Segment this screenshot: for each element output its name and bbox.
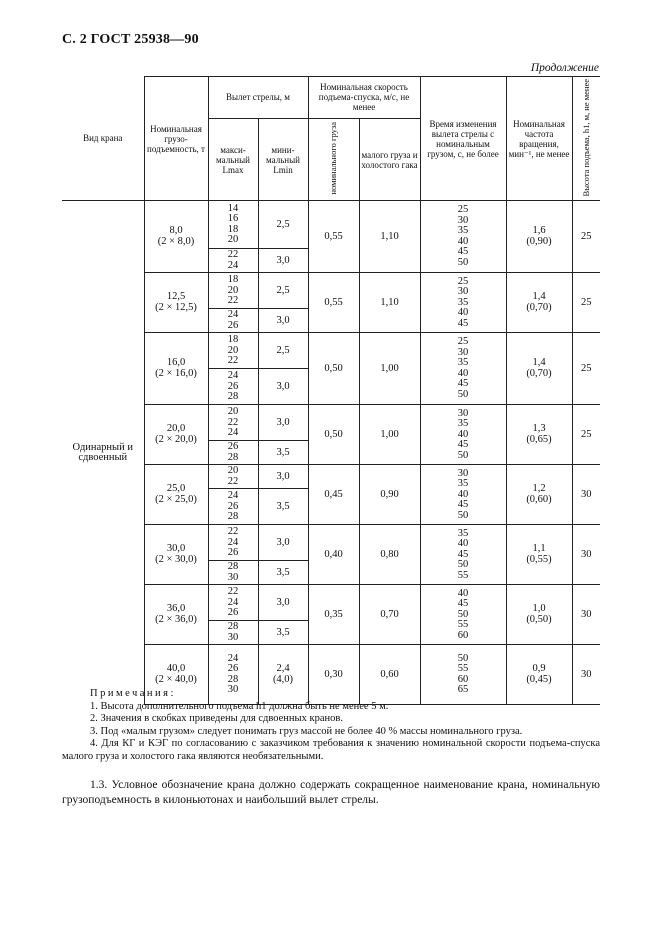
reach-max-cell: 14 16 18 20 <box>208 201 258 249</box>
capacity-value: 25,0 <box>166 483 186 495</box>
crane-type-cell: Одинарный и сдвоенный <box>62 201 144 705</box>
paragraph-1-3: 1.3. Условное обозначение крана должно содержать сокращенное наименование крана, номинальную грузоподъемность в килоньютонах и наибольший вылет стрелы. <box>62 779 600 806</box>
rotation-twin-value: (0,50) <box>526 613 552 625</box>
speed-nominal-cell: 0,50 <box>308 405 359 465</box>
speed-small-cell: 0,80 <box>359 525 420 585</box>
rotation-twin-value: (0,65) <box>526 433 552 445</box>
rotation-value: 0,9 <box>532 663 546 675</box>
note-item: 3. Под «малым грузом» следует понимать груз массой не более 40 % массы номинального груза. <box>90 725 523 737</box>
height-cell: 30 <box>572 525 600 585</box>
continuation-label: Продолжение <box>530 62 599 74</box>
capacity-twin-value: (2 × 36,0) <box>155 613 197 625</box>
capacity-cell <box>144 465 208 525</box>
reach-min-cell: 3,0 <box>258 405 308 441</box>
reach-min-cell: 3,0 <box>258 585 308 621</box>
change-time-cell: 40 45 50 55 60 <box>420 585 506 645</box>
capacity-twin-value: (2 × 16,0) <box>155 367 197 379</box>
reach-min-cell: 3,0 <box>258 525 308 561</box>
page-header: С. 2 ГОСТ 25938—90 <box>62 32 199 47</box>
header-reach-min: минимальный Lmin <box>258 118 308 201</box>
reach-max-cell: 26 28 <box>208 441 258 465</box>
rotation-twin-value: (0,70) <box>526 301 552 313</box>
capacity-value: 12,5 <box>166 291 186 303</box>
notes <box>62 688 600 763</box>
capacity-value: 36,0 <box>166 603 186 615</box>
rotation-value: 1,6 <box>532 225 546 237</box>
capacity-cell <box>144 585 208 645</box>
rotation-cell <box>506 525 572 585</box>
notes-title: Примечания: <box>90 688 176 699</box>
reach-max-cell: 20 22 24 <box>208 405 258 441</box>
capacity-cell <box>144 273 208 333</box>
reach-max-cell: 24 26 <box>208 309 258 333</box>
capacity-cell <box>144 525 208 585</box>
height-cell: 30 <box>572 585 600 645</box>
reach-max-cell: 28 30 <box>208 561 258 585</box>
rotation-value: 1,4 <box>532 291 546 303</box>
header-rotation: Номинальная частота вращения, мин⁻¹, не менее <box>506 77 572 201</box>
note-item: 1. Высота дополнительного подъема h1 должна быть не менее 5 м. <box>90 700 389 712</box>
speed-nominal-cell: 0,35 <box>308 585 359 645</box>
speed-nominal-cell: 0,55 <box>308 201 359 273</box>
capacity-value: 40,0 <box>166 663 186 675</box>
capacity-cell <box>144 333 208 405</box>
speed-nominal-cell: 0,45 <box>308 465 359 525</box>
speed-small-cell: 1,00 <box>359 333 420 405</box>
height-cell: 30 <box>572 645 600 705</box>
header-reach: Вылет стрелы, м <box>208 77 308 119</box>
change-time-cell: 25 30 35 40 45 <box>420 273 506 333</box>
reach-min-cell: 3,0 <box>258 249 308 273</box>
height-cell: 25 <box>572 333 600 405</box>
capacity-cell <box>144 405 208 465</box>
reach-min-cell: 2,4 (4,0) <box>258 645 308 705</box>
header-speed-nominal: номинального груза <box>327 122 338 195</box>
header-speed: Номинальная скорость подъема-спуска, м/с, не менее <box>308 77 420 119</box>
reach-min-cell: 2,5 <box>258 201 308 249</box>
speed-small-cell: 1,00 <box>359 405 420 465</box>
reach-max-cell: 20 22 <box>208 465 258 489</box>
rotation-value: 1,2 <box>532 483 546 495</box>
change-time-cell: 25 30 35 40 45 50 <box>420 201 506 273</box>
reach-min-cell: 2,5 <box>258 273 308 309</box>
rotation-cell <box>506 585 572 645</box>
reach-max-cell: 24 26 28 30 <box>208 645 258 705</box>
rotation-cell <box>506 405 572 465</box>
capacity-twin-value: (2 × 20,0) <box>155 433 197 445</box>
reach-max-cell: 22 24 26 <box>208 585 258 621</box>
speed-small-cell: 0,60 <box>359 645 420 705</box>
speed-small-cell: 1,10 <box>359 201 420 273</box>
height-cell: 25 <box>572 405 600 465</box>
reach-max-cell: 18 20 22 <box>208 333 258 369</box>
reach-min-cell: 3,0 <box>258 309 308 333</box>
note-item: 2. Значения в скобках приведены для сдвоенных кранов. <box>90 713 343 724</box>
capacity-twin-value: (2 × 12,5) <box>155 301 197 313</box>
speed-nominal-cell: 0,55 <box>308 273 359 333</box>
reach-max-cell: 22 24 <box>208 249 258 273</box>
change-time-cell: 25 30 35 40 45 50 <box>420 333 506 405</box>
header-crane-type: Вид крана <box>62 77 144 201</box>
speed-nominal-cell: 0,30 <box>308 645 359 705</box>
capacity-twin-value: (2 × 40,0) <box>155 673 197 685</box>
capacity-value: 30,0 <box>166 543 186 555</box>
header-speed-small: малого груза и холостого гака <box>359 118 420 201</box>
reach-min-cell: 2,5 <box>258 333 308 369</box>
table-row <box>62 201 600 249</box>
rotation-cell <box>506 273 572 333</box>
capacity-value: 16,0 <box>166 357 186 369</box>
height-cell: 25 <box>572 201 600 273</box>
change-time-cell: 30 35 40 45 50 <box>420 405 506 465</box>
rotation-twin-value: (0,60) <box>526 493 552 505</box>
capacity-twin-value: (2 × 30,0) <box>155 553 197 565</box>
reach-min-cell: 3,0 <box>258 369 308 405</box>
change-time-cell: 30 35 40 45 50 <box>420 465 506 525</box>
capacity-value: 20,0 <box>166 423 186 435</box>
speed-nominal-cell: 0,50 <box>308 333 359 405</box>
rotation-cell <box>506 465 572 525</box>
change-time-cell: 50 55 60 65 <box>420 645 506 705</box>
reach-max-cell: 18 20 22 <box>208 273 258 309</box>
capacity-twin-value: (2 × 25,0) <box>155 493 197 505</box>
change-time-cell: 35 40 45 50 55 <box>420 525 506 585</box>
reach-min-cell: 3,5 <box>258 441 308 465</box>
rotation-cell <box>506 333 572 405</box>
header-change-time: Время изменения вылета стрелы с номинальным грузом, с, не более <box>420 77 506 201</box>
rotation-value: 1,4 <box>532 357 546 369</box>
speed-small-cell: 0,90 <box>359 465 420 525</box>
capacity-value: 8,0 <box>169 225 183 237</box>
rotation-twin-value: (0,90) <box>526 235 552 247</box>
reach-max-cell: 28 30 <box>208 621 258 645</box>
rotation-cell <box>506 201 572 273</box>
reach-min-cell: 3,5 <box>258 621 308 645</box>
height-cell: 25 <box>572 273 600 333</box>
header-height: Высота подъема, h1, м, не менее <box>580 79 591 197</box>
rotation-twin-value: (0,45) <box>526 673 552 685</box>
reach-max-cell: 22 24 26 <box>208 525 258 561</box>
capacity-cell <box>144 201 208 273</box>
header-capacity: Номинальная грузоподъемность, т <box>144 77 208 201</box>
height-cell: 30 <box>572 465 600 525</box>
speed-small-cell: 0,70 <box>359 585 420 645</box>
rotation-value: 1,1 <box>532 543 546 555</box>
reach-min-cell: 3,0 <box>258 465 308 489</box>
rotation-twin-value: (0,55) <box>526 553 552 565</box>
reach-max-cell: 24 26 28 <box>208 369 258 405</box>
speed-small-cell: 1,10 <box>359 273 420 333</box>
speed-nominal-cell: 0,40 <box>308 525 359 585</box>
rotation-twin-value: (0,70) <box>526 367 552 379</box>
rotation-value: 1,3 <box>532 423 546 435</box>
rotation-value: 1,0 <box>532 603 546 615</box>
note-item: 4. Для КГ и КЭГ по согласованию с заказчиком требования к значению номинальной скорости подъема-спуска малого груза и холостого гака являются необязательными. <box>62 738 600 762</box>
reach-min-cell: 3,5 <box>258 561 308 585</box>
reach-min-cell: 3,5 <box>258 489 308 525</box>
crane-parameters-table <box>62 76 600 705</box>
capacity-twin-value: (2 × 8,0) <box>157 235 195 247</box>
reach-max-cell: 24 26 28 <box>208 489 258 525</box>
header-reach-max: максимальный Lmax <box>208 118 258 201</box>
